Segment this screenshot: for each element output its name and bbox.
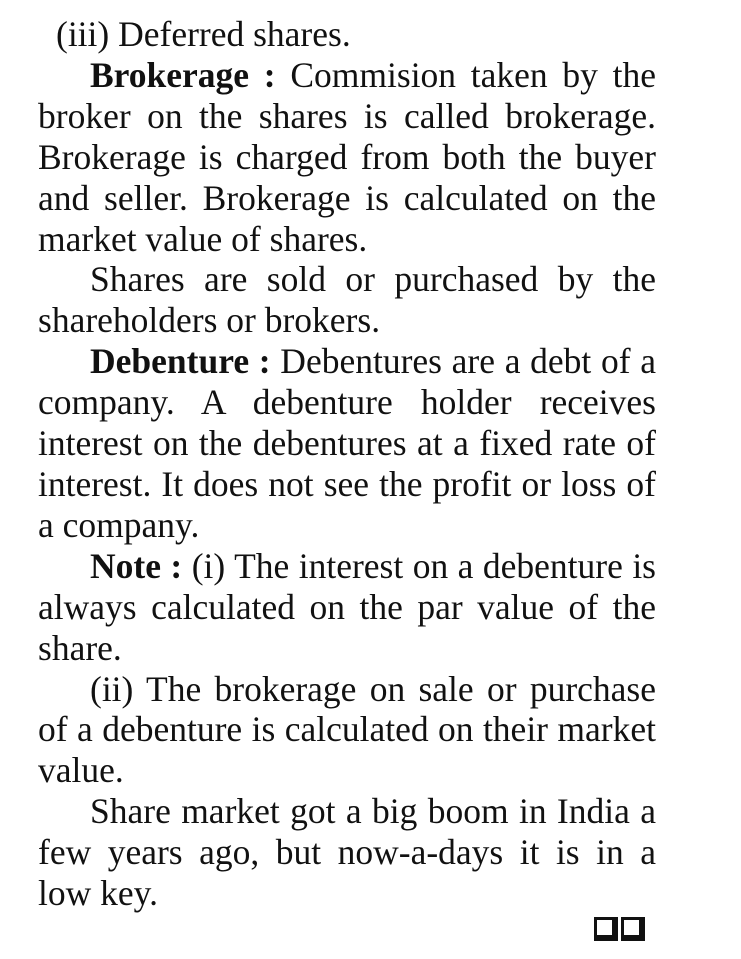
paragraph-text: Shares are sold or purchased by the shareholders or brokers. [38,259,656,341]
paragraph-text: Debentures are a debt of a company. A debenture holder receives interest on the debentures at a fixed rate of interest. It does not see the profit or loss of a company. [38,341,656,545]
end-box-icon [594,917,618,941]
paragraph-deferred-shares [38,14,656,55]
paragraph-debenture [38,341,656,546]
paragraph-text: (iii) Deferred shares. [56,14,351,54]
paragraph-text: Commision taken by the broker on the shares is called brokerage. Brokerage is charged from both the buyer and seller. Brokerage is calculated on the market value of shares. [38,54,656,259]
paragraph-brokerage [38,55,656,260]
paragraph-note [38,546,656,669]
end-of-section-mark [594,917,645,941]
paragraph-note-ii [38,669,656,792]
paragraph-text: (ii) The brokerage on sale or purchase of a debenture is calculated on their market value. [38,668,656,791]
term-debenture: Debenture : [90,341,271,382]
paragraph-text: Share market got a big boom in India a few years ago, but now-a-days it is in a low key. [38,791,656,914]
term-brokerage: Brokerage : [90,54,276,95]
paragraph-shares-sold [38,259,656,341]
term-note: Note : [90,545,183,586]
paragraph-share-market [38,791,656,914]
document-page [38,14,656,914]
paragraph-text: (i) The interest on a debenture is always calculated on the par value of the share. [38,545,656,668]
end-box-icon [621,917,645,941]
